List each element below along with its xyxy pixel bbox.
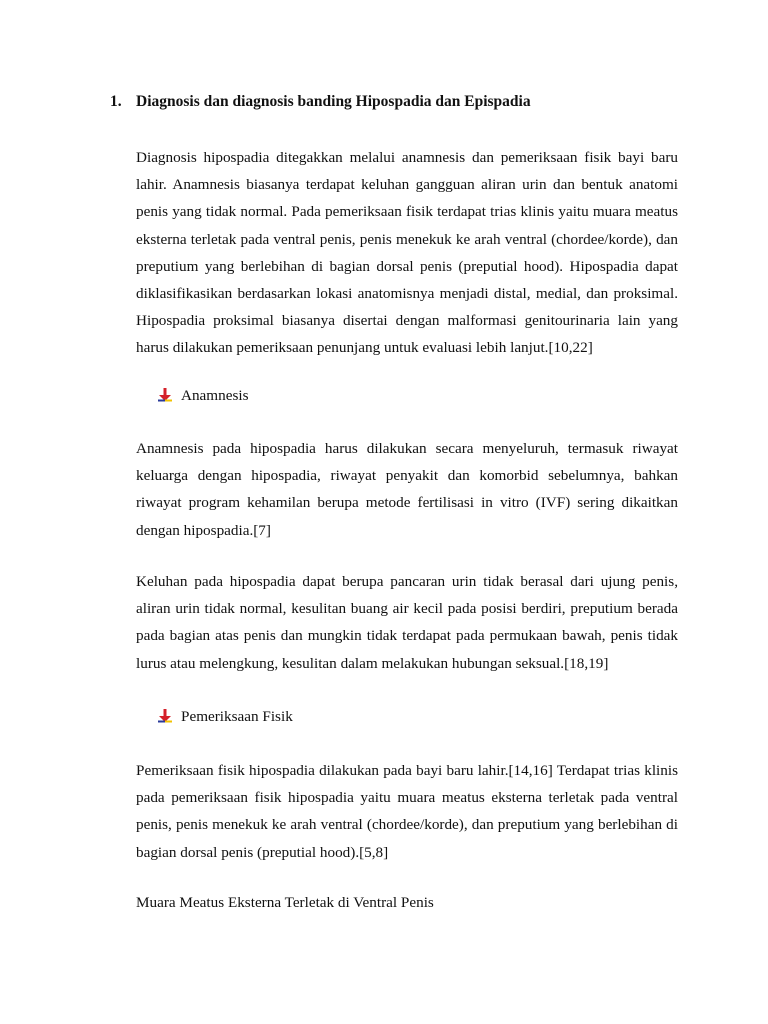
bullet-pemeriksaan-fisik <box>157 707 293 727</box>
arrow-bullet-icon <box>157 388 173 402</box>
anamnesis-paragraph-1: Anamnesis pada hipospadia harus dilakukan secara menyeluruh, termasuk riwayat keluarga dengan hipospadia, riwayat penyakit dan komorbid sebelumnya, bahkan riwayat program kehamilan berupa metode fertilisasi in vitro (IVF) sering dikaitkan dengan hipospadia.[7] <box>136 440 678 539</box>
arrow-bullet-icon <box>157 709 173 723</box>
subheading-muara-meatus: Muara Meatus Eksterna Terletak di Ventral Penis <box>136 894 434 911</box>
anamnesis-paragraph-2: Keluhan pada hipospadia dapat berupa pancaran urin tidak berasal dari ujung penis, aliran urin tidak normal, kesulitan buang air kecil pada posisi berdiri, preputium berada pada bagian atas penis dan mungkin tidak terdapat pada permukaan bawah, penis tidak lurus atau melengkung, kesulitan dalam melakukan hubungan seksual.[18,19] <box>136 573 678 672</box>
section-number: 1. <box>110 93 122 110</box>
intro-paragraph: Diagnosis hipospadia ditegakkan melalui anamnesis dan pemeriksaan fisik bayi baru lahir. Anamnesis biasanya terdapat keluhan gangguan aliran urin dan bentuk anatomi penis yang tidak normal. Pada pemeriksaan fisik terdapat trias klinis yaitu muara meatus eksterna terletak pada ventral penis, penis menekuk ke arah ventral (chordee/korde), dan preputium yang berlebihan di bagian dorsal penis (preputial hood). Hipospadia dapat diklasifikasikan berdasarkan lokasi anatomisnya menjadi distal, medial, dan proksimal. Hipospadia proksimal biasanya disertai dengan malformasi genitourinaria lain yang harus dilakukan pemeriksaan penunjang untuk evaluasi lebih lanjut.[10,22] <box>136 149 678 357</box>
bullet-anamnesis <box>157 386 249 406</box>
section-heading <box>110 91 670 113</box>
bullet-anamnesis-label: Anamnesis <box>181 387 249 404</box>
bullet-pemeriksaan-fisik-label: Pemeriksaan Fisik <box>181 708 293 725</box>
physical-exam-paragraph: Pemeriksaan fisik hipospadia dilakukan pada bayi baru lahir.[14,16] Terdapat trias klinis pada pemeriksaan fisik hipospadia yaitu muara meatus eksterna terletak pada ventral penis, penis menekuk ke arah ventral (chordee/korde), dan preputium yang berlebihan di bagian dorsal penis (preputial hood).[5,8] <box>136 762 678 861</box>
section-title: Diagnosis dan diagnosis banding Hipospadia dan Epispadia <box>136 93 531 110</box>
